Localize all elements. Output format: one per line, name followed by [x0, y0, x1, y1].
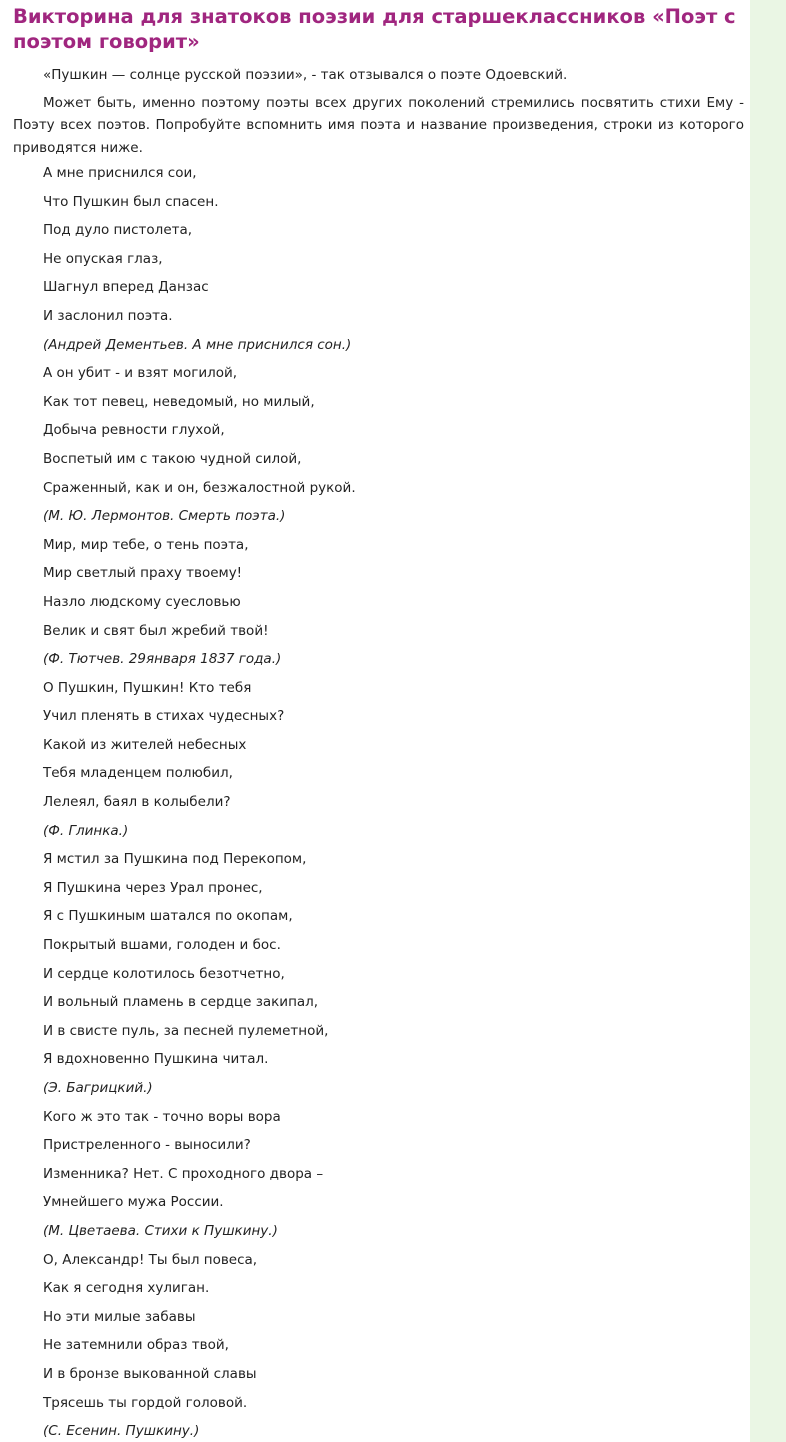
verse-attribution: (М. Цветаева. Стихи к Пушкину.): [43, 1222, 278, 1239]
verse-attribution: (С. Есенин. Пушкину.): [43, 1423, 200, 1440]
intro-paragraph: Может быть, именно поэтому поэты всех других поколений стремились посвятить стихи Ему - Поэту всех поэтов. Попробуйте вспомнить имя поэта и название произведения, строки из которого приводятся ниже.: [13, 94, 744, 156]
verse-line: Учил пленять в стихах чудесных?: [43, 708, 285, 725]
verse-line: Воспетый им с такою чудной силой,: [43, 450, 302, 467]
verse-line: О, Александр! Ты был повеса,: [43, 1251, 258, 1268]
verse-line: Что Пушкин был спасен.: [43, 193, 219, 210]
verse-line: Как я сегодня хулиган.: [43, 1280, 210, 1297]
verse-line: И в бронзе выкованной славы: [43, 1365, 257, 1382]
article-intro: [13, 64, 744, 159]
verse-line: Мир светлый праху твоему!: [43, 565, 243, 582]
verse-attribution: (Андрей Дементьев. А мне приснился сон.): [43, 336, 352, 353]
verse-attribution: (М. Ю. Лермонтов. Смерть поэта.): [43, 508, 286, 525]
verse-line: Пристреленного - выносили?: [43, 1137, 251, 1154]
verse-line: Изменника? Нет. С проходного двора –: [43, 1165, 324, 1182]
verse-attribution: (Э. Багрицкий.): [43, 1080, 153, 1096]
verse-line: Но эти милые забавы: [43, 1308, 196, 1325]
verse-list: [43, 165, 744, 1442]
article-title: Викторина для знатоков поэзии для старшеклассников «Поэт с поэтом говорит»: [13, 5, 736, 53]
verse-line: Добыча ревности глухой,: [43, 422, 225, 439]
verse-line: Как тот певец, неведомый, но милый,: [43, 393, 315, 410]
verse-line: И в свисте пуль, за песней пулеметной,: [43, 1022, 329, 1039]
article: [13, 0, 744, 1442]
verse-line: Кого ж это так - точно воры вора: [43, 1108, 281, 1125]
verse-line: Тебя младенцем полюбил,: [43, 765, 233, 782]
verse-attribution: (Ф. Тютчев. 29января 1837 года.): [43, 651, 282, 668]
verse-line: И сердце колотилось безотчетно,: [43, 965, 285, 982]
verse-line: Трясешь ты гордой головой.: [43, 1394, 248, 1411]
verse-line: Шагнул вперед Данзас: [43, 279, 209, 296]
verse-line: Я с Пушкиным шатался по окопам,: [43, 908, 293, 925]
verse-line: Мир, мир тебе, о тень поэта,: [43, 536, 249, 553]
verse-line: А он убит - и взят могилой,: [43, 365, 238, 382]
verse-line: Сраженный, как и он, безжалостной рукой.: [43, 479, 356, 496]
verse-line: Назло людскому суесловью: [43, 593, 241, 610]
verse-line: Покрытый вшами, голоден и бос.: [43, 937, 281, 954]
verse-line: Не опуская глаз,: [43, 250, 163, 267]
verse-line: Велик и свят был жребий твой!: [43, 622, 269, 639]
verse-line: И заслонил поэта.: [43, 307, 173, 324]
verse-line: И вольный пламень в сердце закипал,: [43, 994, 319, 1011]
verse-line: Я Пушкина через Урал пронес,: [43, 879, 263, 896]
intro-paragraph: «Пушкин — солнце русской поэзии», - так отзывался о поэте Одоевский.: [43, 67, 568, 83]
right-sidebar: [750, 0, 786, 1442]
verse-line: Не затемнили образ твой,: [43, 1337, 229, 1354]
verse-line: Умнейшего мужа России.: [43, 1194, 224, 1211]
verse-line: Под дуло пистолета,: [43, 222, 193, 239]
verse-line: А мне приснился сои,: [43, 165, 197, 181]
verse-line: Лелеял, баял в колыбели?: [43, 794, 231, 811]
verse-attribution: (Ф. Глинка.): [43, 822, 129, 839]
verse-line: О Пушкин, Пушкин! Кто тебя: [43, 679, 252, 696]
verse-line: Я мстил за Пушкина под Перекопом,: [43, 851, 307, 868]
verse-line: Какой из жителей небесных: [43, 736, 247, 753]
verse-line: Я вдохновенно Пушкина читал.: [43, 1051, 269, 1068]
